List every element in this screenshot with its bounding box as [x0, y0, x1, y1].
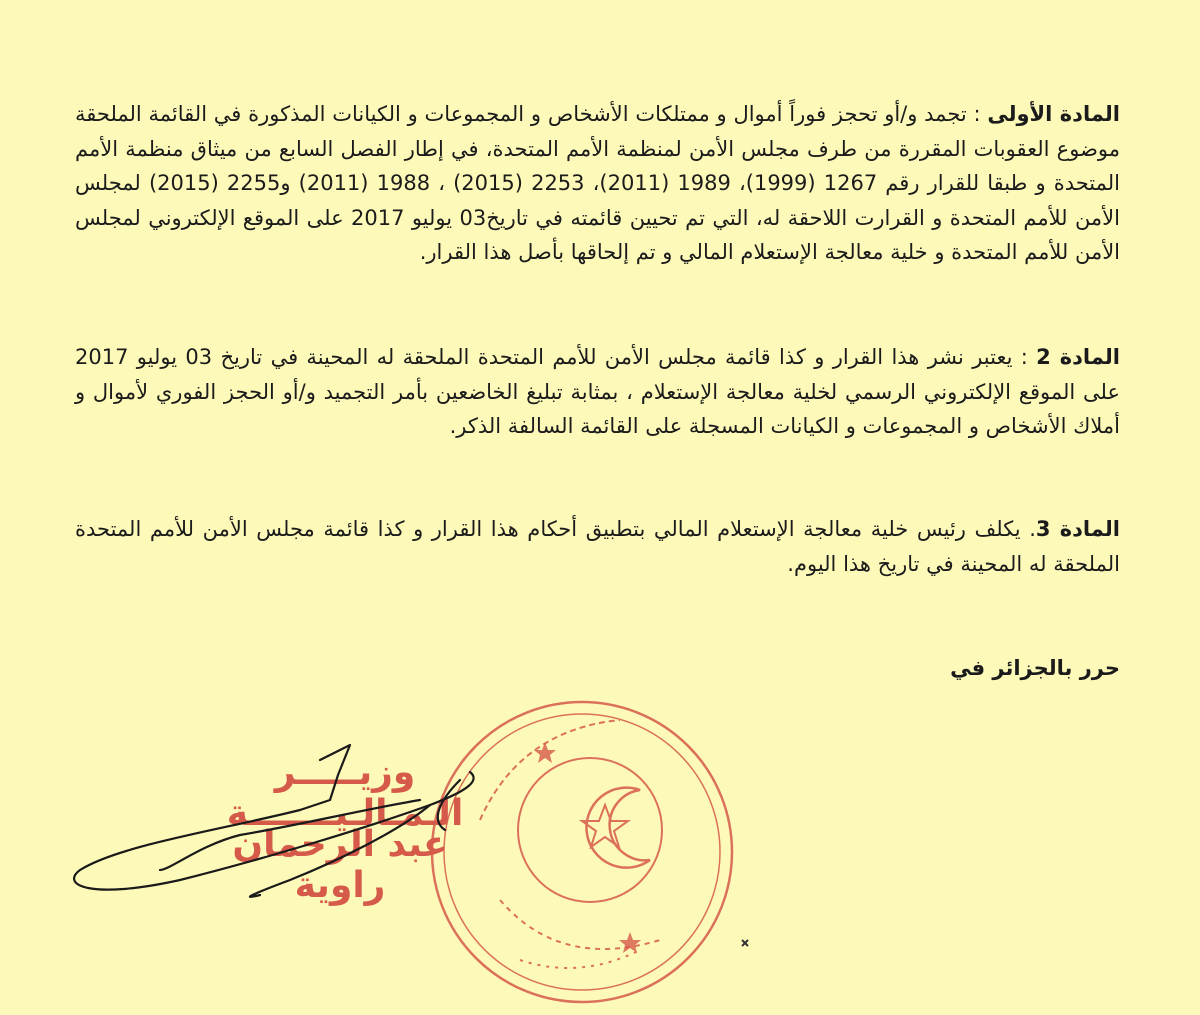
minister-name-stamp: عبد الرحمان راوية: [232, 824, 448, 906]
article-2-label: المادة 2: [1036, 345, 1120, 369]
article-3-text: . يكلف رئيس خلية معالجة الإستعلام المالي بتطبيق أحكام هذا القرار و كذا قائمة مجلس الأمن للأمم المتحدة الملحقة له المحينة في تاريخ هذا اليوم.: [75, 517, 1120, 576]
article-2-text: : يعتبر نشر هذا القرار و كذا قائمة مجلس الأمن للأمم المتحدة الملحقة له المحينة في تاريخ 03 يوليو 2017 على الموقع الإلكتروني الرسمي لخلية معالجة الإستعلام ، بمثابة تبليغ الخاضعين بأمر التجميد و/أو الحجز الفوري لأموال و أملاك الأشخاص و المجموعات و الكيانات المسجلة على القائمة السالفة الذكر.: [75, 345, 1120, 438]
article-1-text: : تجمد و/أو تحجز فوراً أموال و ممتلكات الأشخاص و المجموعات و الكيانات المذكورة في القائمة الملحقة موضوع العقوبات المقررة من طرف مجلس الأمن لمنظمة الأمم المتحدة، في إطار الفصل السابع من ميثاق منظمة الأمم المتحدة و طبقا للقرار رقم 1267 (1999)، 1989 (2011)، 2253 (2015) ، 1988 (2011) و2255 (2015) لمجلس الأمن للأمم المتحدة و القرارت اللاحقة له، التي تم تحيين قائمته في تاريخ03 يوليو 2017 على الموقع الإلكتروني لمجلس الأمن للأمم المتحدة و خلية معالجة الإستعلام المالي و تم إلحاقها بأصل هذا القرار.: [75, 102, 1120, 264]
article-1-label: المادة الأولى: [987, 102, 1120, 126]
minister-title-stamp: وزيـــــر الـمـالـيـــــــة: [226, 752, 464, 834]
article-3-label: المادة 3: [1035, 517, 1120, 541]
place-date-line: حرر بالجزائر في: [950, 656, 1120, 680]
